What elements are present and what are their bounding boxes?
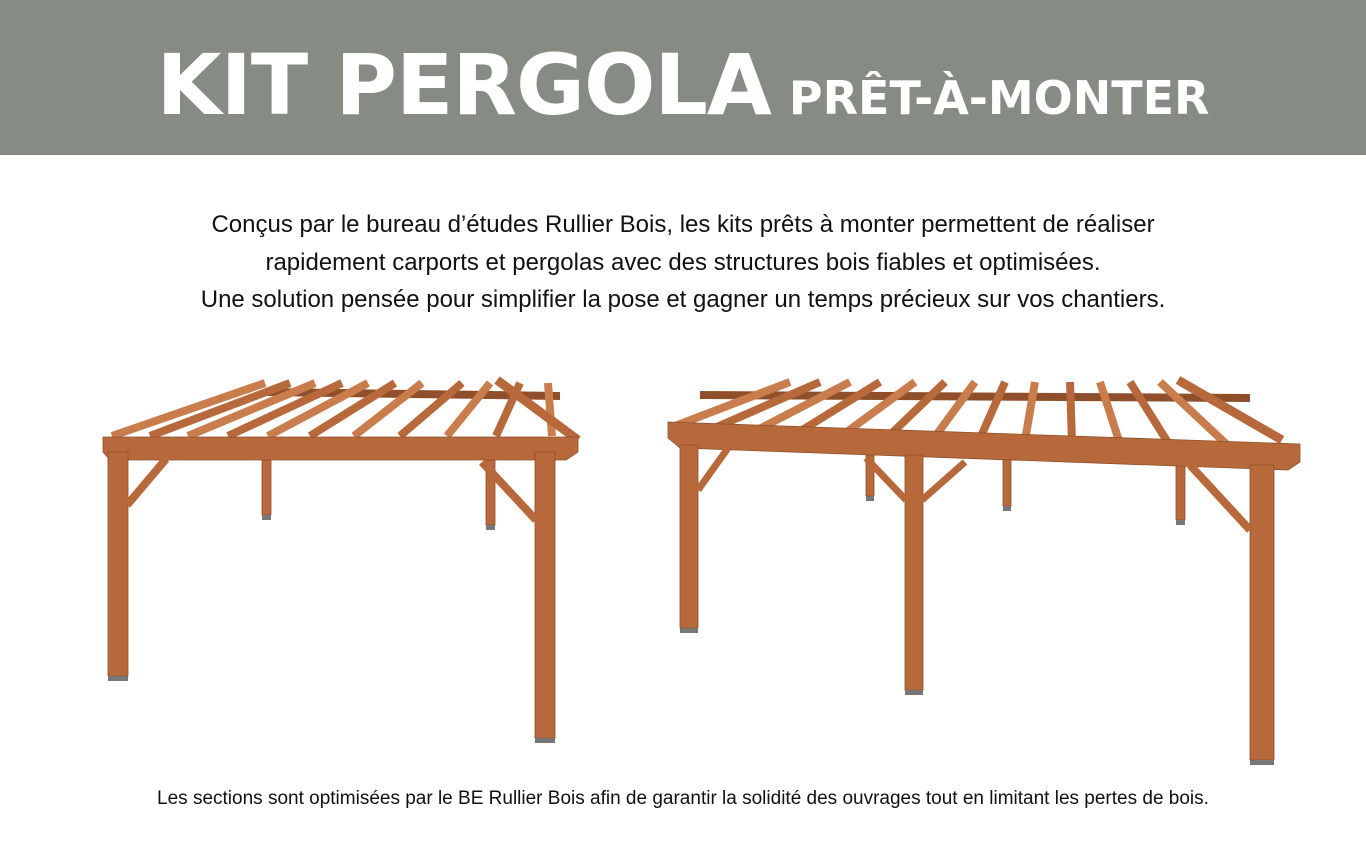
post-anchor [1003, 506, 1011, 511]
rafter [1070, 382, 1072, 442]
back-post [262, 455, 271, 515]
post-anchor [1176, 520, 1185, 525]
post-anchor [866, 496, 874, 501]
front-post [1250, 465, 1274, 760]
rafter [548, 383, 552, 436]
caption: Les sections sont optimisées par le BE Rullier Bois afin de garantir la solidité des ouvrages tout en limitant les pertes de bois. [157, 788, 1209, 809]
front-post [535, 452, 555, 738]
front-post [905, 455, 923, 690]
post-anchor [486, 525, 495, 530]
rafter [1100, 382, 1120, 444]
post-anchor [905, 690, 923, 695]
front-post [108, 452, 128, 676]
brace [127, 459, 166, 505]
rafter [1130, 382, 1170, 446]
post-anchor [535, 738, 555, 743]
rafter [150, 383, 290, 436]
rafter [1025, 382, 1035, 440]
brace [1190, 465, 1250, 530]
front-post [680, 445, 698, 628]
intro-line: Conçus par le bureau d’études Rullier Bois, les kits prêts à monter permettent de réaliser [211, 211, 1155, 238]
brace [922, 462, 965, 500]
rafter [980, 382, 1005, 439]
title-main: KIT PERGOLA [156, 35, 771, 134]
back-post [1003, 455, 1011, 506]
intro-line: Une solution pensée pour simplifier la pose et gagner un temps précieux sur vos chantiers. [200, 286, 1166, 313]
front-beam [103, 437, 578, 460]
title-sub: PRÊT-À-MONTER [788, 70, 1210, 125]
intro-line: rapidement carports et pergolas avec des structures bois fiables et optimisées. [265, 248, 1101, 276]
post-anchor [108, 676, 128, 681]
brace [698, 448, 728, 490]
post-anchor [262, 515, 271, 520]
pergola-small-image [103, 380, 578, 743]
post-anchor [1250, 760, 1274, 765]
pergola-large-image [668, 380, 1300, 765]
post-anchor [680, 628, 698, 633]
